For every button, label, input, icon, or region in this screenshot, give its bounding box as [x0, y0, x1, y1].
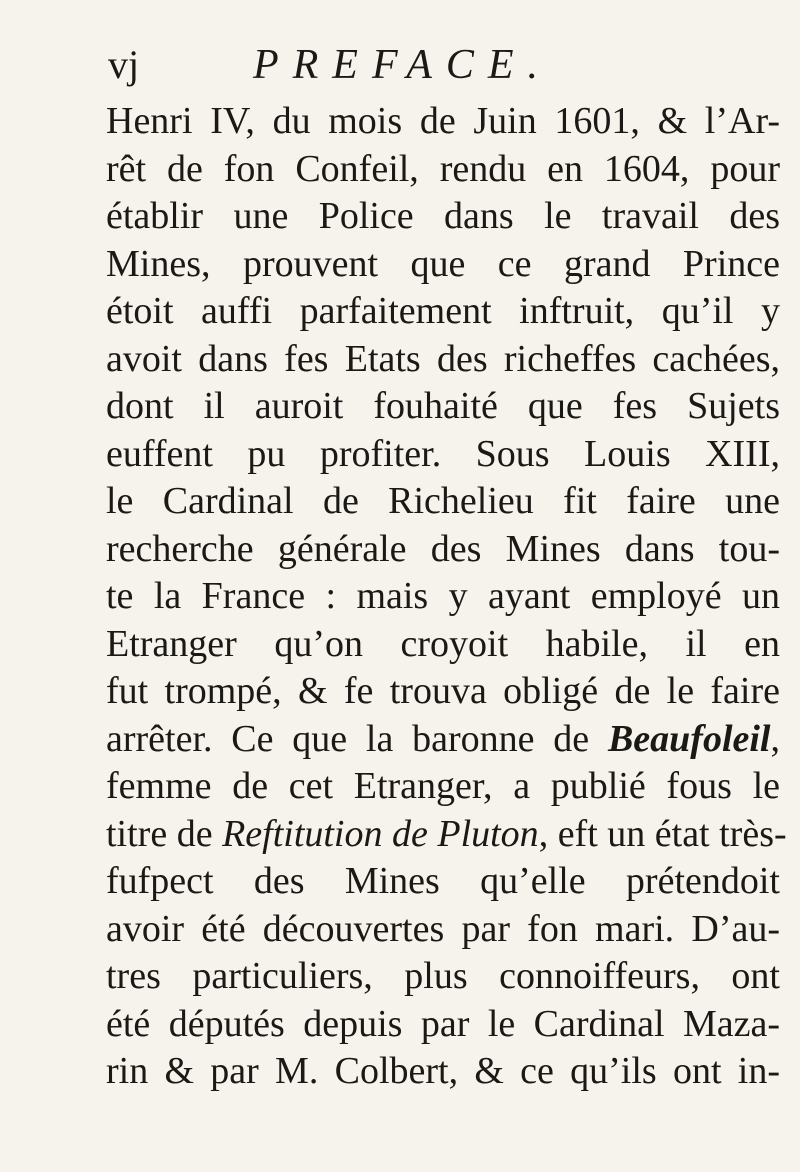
text-line: étoit auffi parfaitement inftruit, qu’il y	[106, 290, 780, 332]
text-line: rêt de fon Confeil, rendu en 1604, pour	[106, 147, 780, 190]
page-header	[108, 36, 788, 96]
text-line: été députés depuis par le Cardinal Maza-	[106, 1002, 780, 1045]
text-line: femme de cet Etranger, a publié fous le	[106, 765, 780, 807]
text-line: le Cardinal de Richelieu fit faire une	[106, 480, 780, 522]
text-line: avoir été découvertes par fon mari. D’au-	[106, 907, 780, 950]
italic-name-beaufoleil: Beaufoleil	[607, 717, 771, 760]
text-line: te la France : mais y ayant employé un	[106, 575, 780, 617]
text-line: euffent pu profiter. Sous Louis XIII,	[106, 432, 780, 475]
text-line-with-italic	[106, 811, 787, 859]
text-line: recherche générale des Mines dans tou-	[106, 527, 780, 570]
text-segment: arrêter. Ce que la baronne de	[106, 717, 608, 760]
text-line: fut trompé, & fe trouva obligé de le faire	[106, 670, 780, 712]
text-body	[106, 98, 787, 1096]
text-line: avoit dans fes Etats des richeffes cachées,	[106, 337, 780, 380]
text-line: rin & par M. Colbert, & ce qu’ils ont in-	[106, 1050, 780, 1092]
page-number: vj	[108, 42, 140, 87]
text-line-with-italic	[106, 716, 780, 764]
italic-book-title: Reftitution de Pluton	[222, 812, 539, 855]
text-segment: titre de	[106, 812, 223, 855]
text-segment: , eft un état très-	[538, 812, 787, 855]
text-line: Henri IV, du mois de Juin 1601, & l’Ar-	[106, 100, 780, 142]
text-line: Mines, prouvent que ce grand Prince	[106, 242, 780, 285]
text-segment: ,	[770, 717, 780, 760]
text-line: dont il auroit fouhaité que fes Sujets	[106, 385, 780, 427]
text-line: établir une Police dans le travail des	[106, 195, 780, 237]
running-title: PREFACE.	[253, 42, 553, 88]
text-line: Etranger qu’on croyoit habile, il en	[106, 622, 780, 665]
text-line: fufpect des Mines qu’elle prétendoit	[106, 860, 780, 902]
text-line: tres particuliers, plus connoiffeurs, ont	[106, 955, 780, 997]
